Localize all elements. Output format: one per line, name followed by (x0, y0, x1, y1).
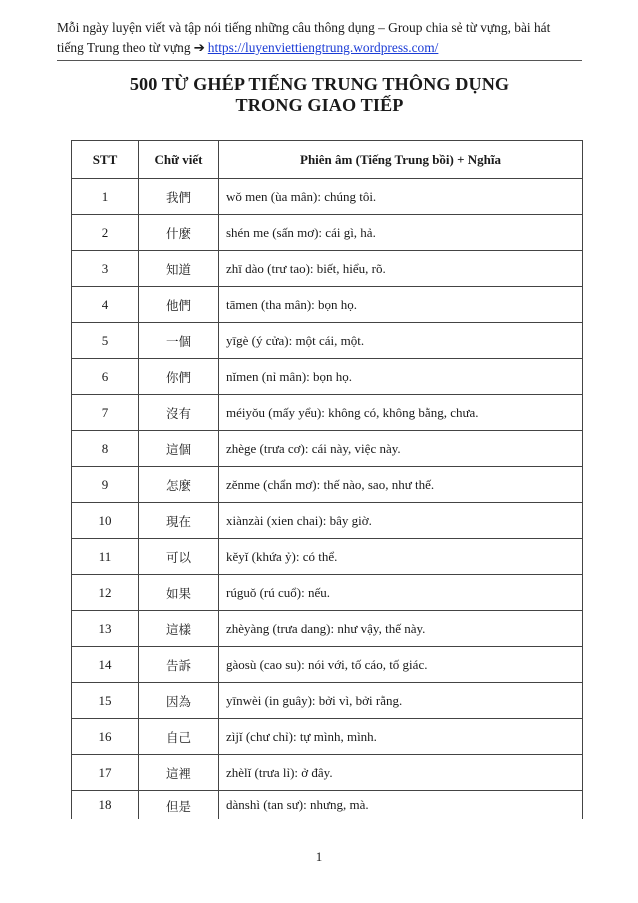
pinyin-meaning: zěnme (chẩn mơ): thế nào, sao, như thế. (219, 467, 583, 503)
row-number: 5 (72, 323, 139, 359)
pinyin-meaning: shén me (sấn mơ): cái gì, hả. (219, 215, 583, 251)
table-row (72, 179, 583, 215)
column-header-chars: Chữ viết (139, 141, 219, 179)
column-header-meaning: Phiên âm (Tiếng Trung bồi) + Nghĩa (219, 141, 583, 179)
chinese-word: 知道 (139, 251, 219, 287)
page-number: 1 (315, 849, 323, 864)
table-row (72, 683, 583, 719)
pinyin-meaning: zìjǐ (chư chỉ): tự mình, mình. (219, 719, 583, 755)
vocabulary-table (71, 140, 583, 819)
chinese-word: 可以 (139, 539, 219, 575)
table-row (72, 719, 583, 755)
pinyin-meaning: gàosù (cao su): nói với, tố cáo, tố giác. (219, 647, 583, 683)
table-row (72, 395, 583, 431)
chinese-word: 你們 (139, 359, 219, 395)
row-number: 10 (72, 503, 139, 539)
chinese-word: 他們 (139, 287, 219, 323)
page-title (57, 74, 582, 116)
row-number: 16 (72, 719, 139, 755)
pinyin-meaning: dànshì (tan sư): nhưng, mà. (219, 791, 583, 820)
row-number: 7 (72, 395, 139, 431)
header-line-2-text: tiếng Trung theo từ vựng (57, 40, 191, 55)
chinese-word: 因為 (139, 683, 219, 719)
title-line-2: TRONG GIAO TIẾP (235, 95, 404, 115)
row-number: 15 (72, 683, 139, 719)
pinyin-meaning: wǒ men (ùa mân): chúng tôi. (219, 179, 583, 215)
pinyin-meaning: kěyǐ (khứa ỷ): có thể. (219, 539, 583, 575)
chinese-word: 告訴 (139, 647, 219, 683)
pinyin-meaning: zhèlǐ (trưa lỉ): ở đây. (219, 755, 583, 791)
row-number: 2 (72, 215, 139, 251)
chinese-word: 這個 (139, 431, 219, 467)
row-number: 8 (72, 431, 139, 467)
row-number: 17 (72, 755, 139, 791)
chinese-word: 這樣 (139, 611, 219, 647)
pinyin-meaning: zhèyàng (trưa dang): như vậy, thế này. (219, 611, 583, 647)
row-number: 11 (72, 539, 139, 575)
table-row (72, 647, 583, 683)
column-header-stt: STT (72, 141, 139, 179)
table-row (72, 503, 583, 539)
row-number: 14 (72, 647, 139, 683)
pinyin-meaning: yīgè (ý cửa): một cái, một. (219, 323, 583, 359)
row-number: 4 (72, 287, 139, 323)
row-number: 3 (72, 251, 139, 287)
table-row (72, 251, 583, 287)
row-number: 9 (72, 467, 139, 503)
row-number: 12 (72, 575, 139, 611)
pinyin-meaning: yīnwèi (in guây): bởi vì, bởi rằng. (219, 683, 583, 719)
title-line-1: 500 TỪ GHÉP TIẾNG TRUNG THÔNG DỤNG (129, 74, 510, 94)
row-number: 18 (72, 791, 139, 820)
header-line-2 (57, 38, 587, 58)
chinese-word: 怎麼 (139, 467, 219, 503)
arrow-right-icon: ➔ (193, 40, 205, 55)
pinyin-meaning: nǐmen (nỉ mân): bọn họ. (219, 359, 583, 395)
website-link[interactable]: https://luyenviettiengtrung.wordpress.com/ (207, 40, 439, 55)
chinese-word: 什麼 (139, 215, 219, 251)
table-row (72, 467, 583, 503)
table-row (72, 431, 583, 467)
chinese-word: 沒有 (139, 395, 219, 431)
chinese-word: 但是 (139, 791, 219, 820)
chinese-word: 如果 (139, 575, 219, 611)
table-row (72, 611, 583, 647)
table-row (72, 359, 583, 395)
table-row (72, 575, 583, 611)
pinyin-meaning: méiyǒu (mấy yểu): không có, không bằng, chưa. (219, 395, 583, 431)
table-header-row (72, 141, 583, 179)
table-row (72, 215, 583, 251)
pinyin-meaning: xiànzài (xien chai): bây giờ. (219, 503, 583, 539)
chinese-word: 這裡 (139, 755, 219, 791)
table-body (72, 179, 583, 820)
row-number: 13 (72, 611, 139, 647)
pinyin-meaning: tāmen (tha mân): bọn họ. (219, 287, 583, 323)
pinyin-meaning: zhège (trưa cơ): cái này, việc này. (219, 431, 583, 467)
row-number: 6 (72, 359, 139, 395)
chinese-word: 一個 (139, 323, 219, 359)
table-row (72, 323, 583, 359)
chinese-word: 自己 (139, 719, 219, 755)
chinese-word: 現在 (139, 503, 219, 539)
row-number: 1 (72, 179, 139, 215)
chinese-word: 我們 (139, 179, 219, 215)
table-row (72, 791, 583, 820)
header-line-1: Mỗi ngày luyện viết và tập nói tiếng những câu thông dụng – Group chia sẻ từ vựng, bài hát (57, 20, 551, 35)
pinyin-meaning: zhī dào (trư tao): biết, hiểu, rõ. (219, 251, 583, 287)
table-row (72, 755, 583, 791)
pinyin-meaning: rúguǒ (rú cuổ): nếu. (219, 575, 583, 611)
header-divider (57, 60, 582, 61)
page-header (57, 18, 587, 58)
table-row (72, 539, 583, 575)
table-row (72, 287, 583, 323)
